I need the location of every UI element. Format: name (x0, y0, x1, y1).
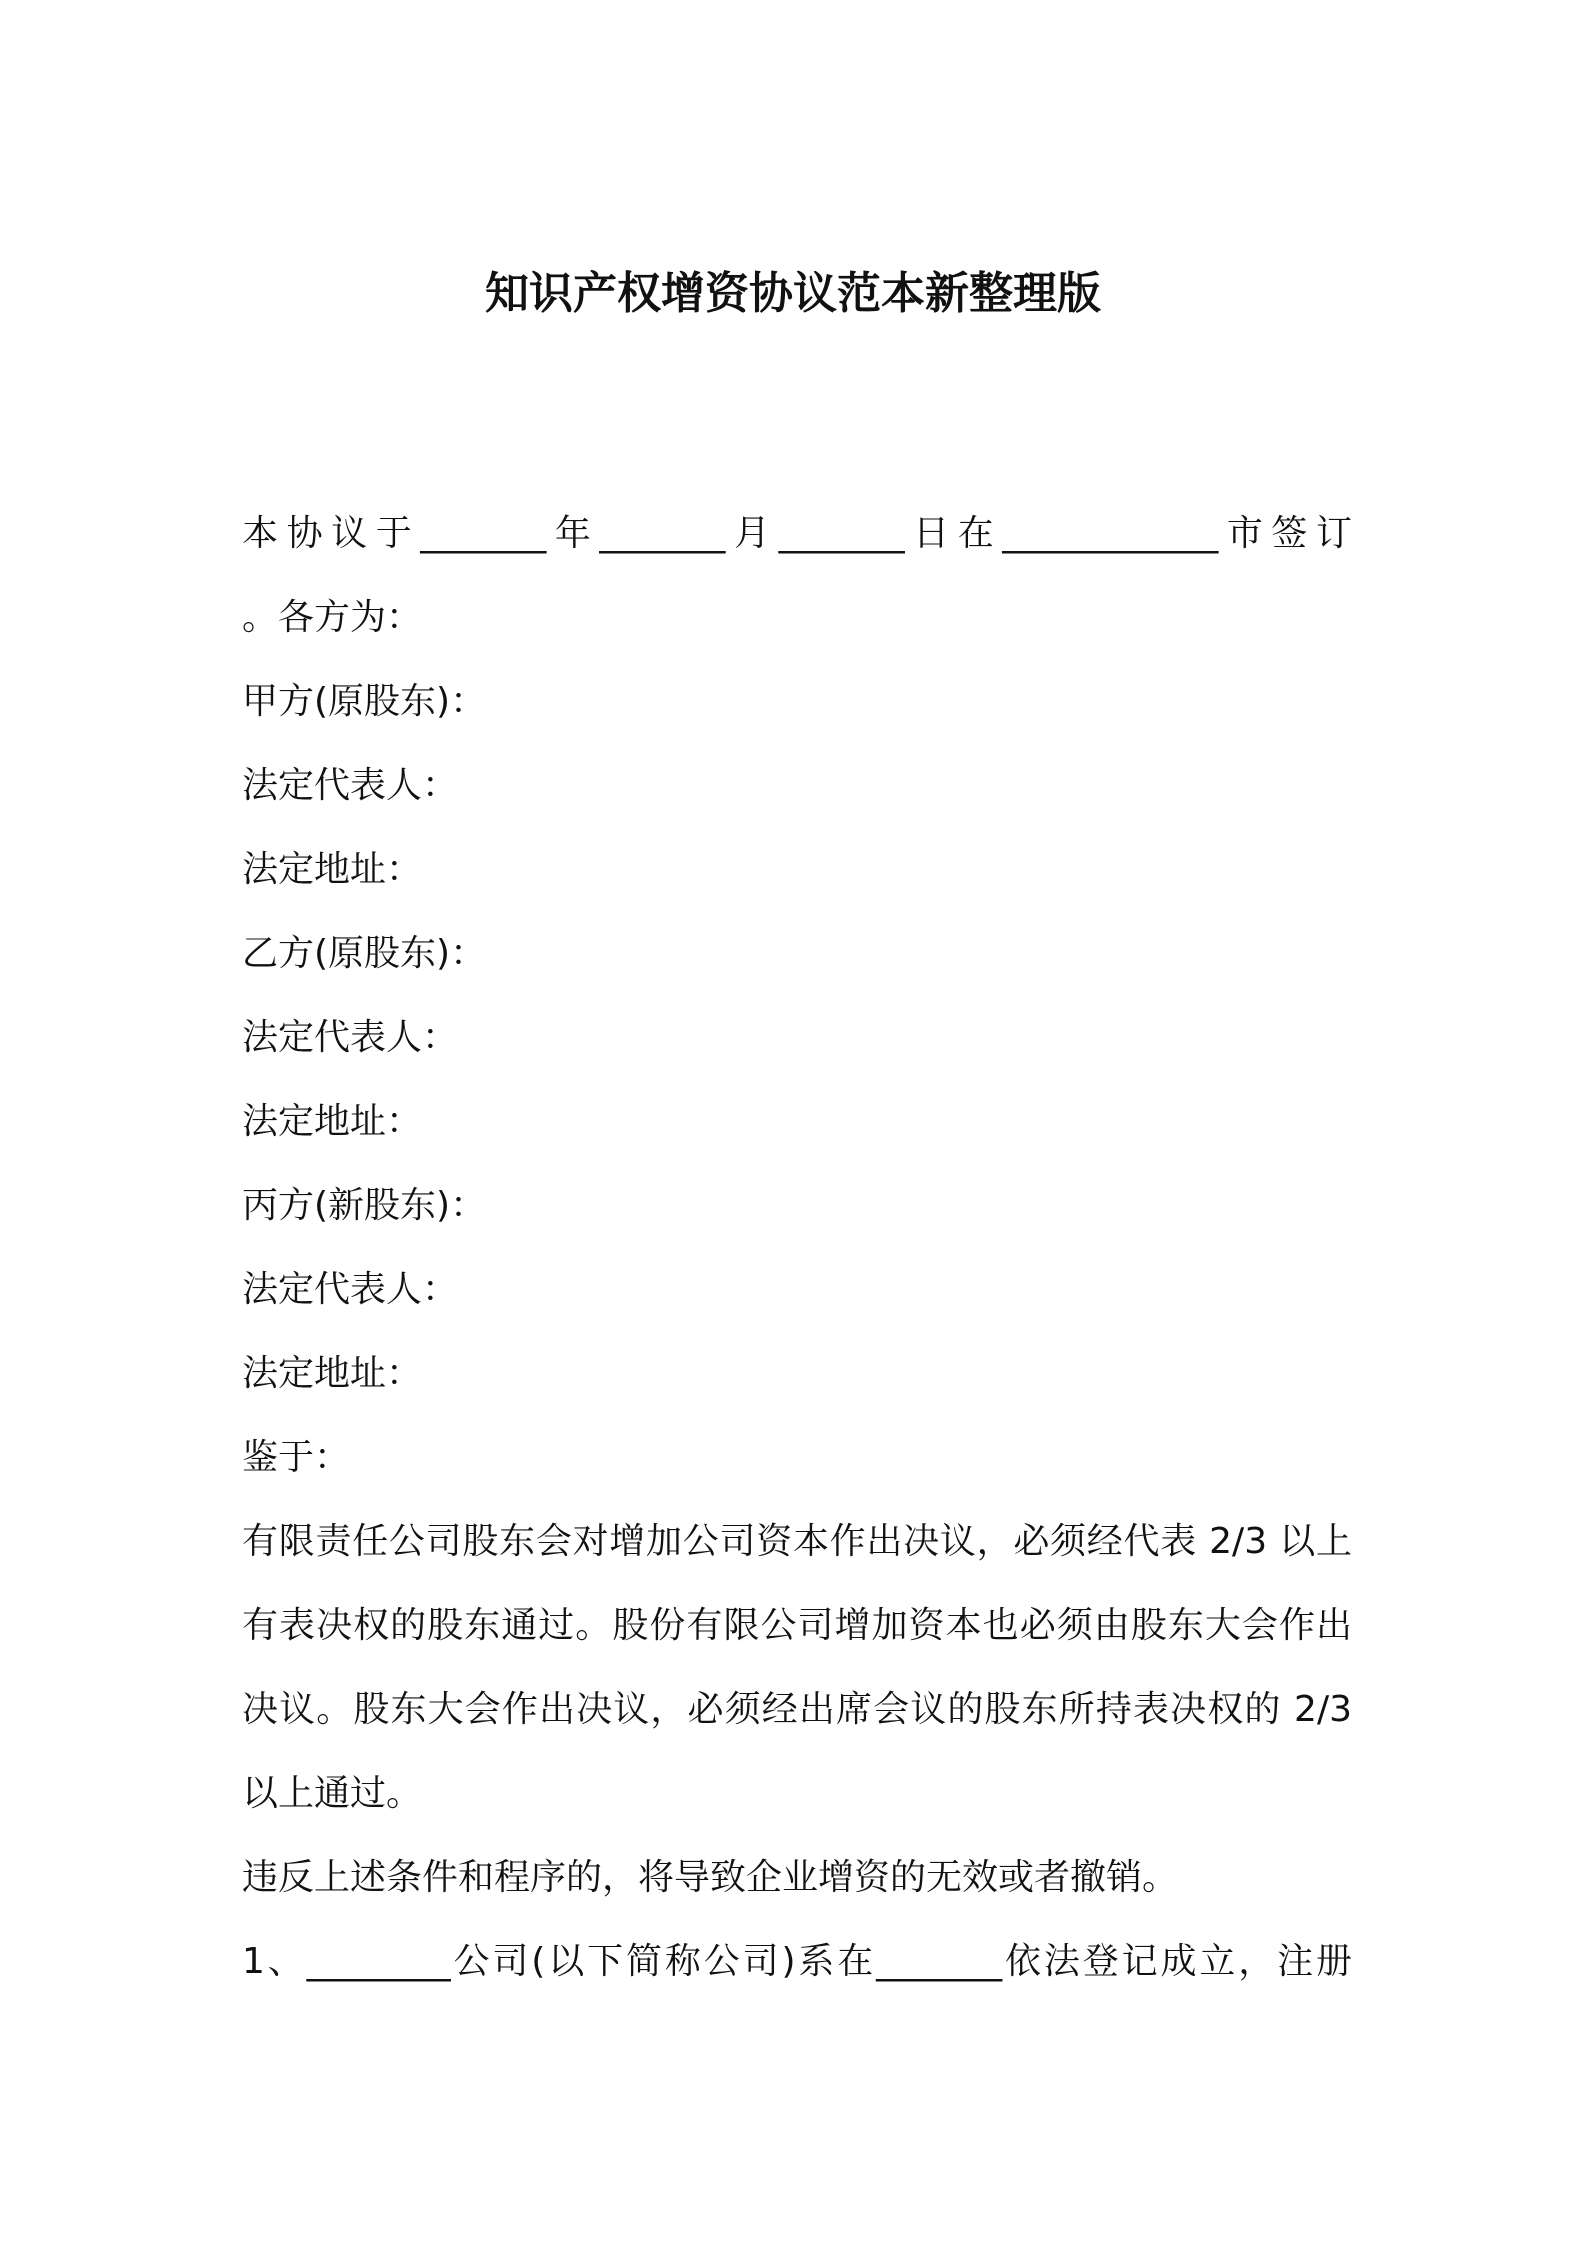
text-line: 违反上述条件和程序的，将导致企业增资的无效或者撤销。 (242, 1857, 1179, 1898)
text-line: 有限责任公司股东会对增加公司资本作出决议，必须经代表 2/3 以上 (242, 1521, 1352, 1562)
text-line: 法定代表人： (242, 1017, 459, 1058)
text-line: 乙方(原股东)： (242, 933, 487, 974)
document-title: 知识产权增资协议范本新整理版 (485, 268, 1101, 319)
text-line: 丙方(新股东)： (242, 1185, 487, 1226)
text-line: 法定地址： (242, 1353, 423, 1394)
text-line: 鉴于： (242, 1437, 351, 1478)
text-line: 法定代表人： (242, 765, 459, 806)
document-body (242, 492, 1352, 2004)
text-line: 法定代表人： (242, 1269, 459, 1310)
text-line: 法定地址： (242, 849, 423, 890)
text-line: 法定地址： (242, 1101, 423, 1142)
text-line: 以上通过。 (242, 1773, 423, 1814)
text-line: 甲方(原股东)： (242, 681, 487, 722)
text-line: 。各方为： (242, 597, 423, 638)
text-line: 本协议于_______年_______月_______日在____________市签订 (242, 513, 1352, 554)
text-line: 有表决权的股东通过。股份有限公司增加资本也必须由股东大会作出 (242, 1605, 1352, 1646)
text-line: 1、________公司(以下简称公司)系在_______依法登记成立，注册 (242, 1941, 1352, 1982)
text-line: 决议。股东大会作出决议，必须经出席会议的股东所持表决权的 2/3 (242, 1689, 1352, 1730)
